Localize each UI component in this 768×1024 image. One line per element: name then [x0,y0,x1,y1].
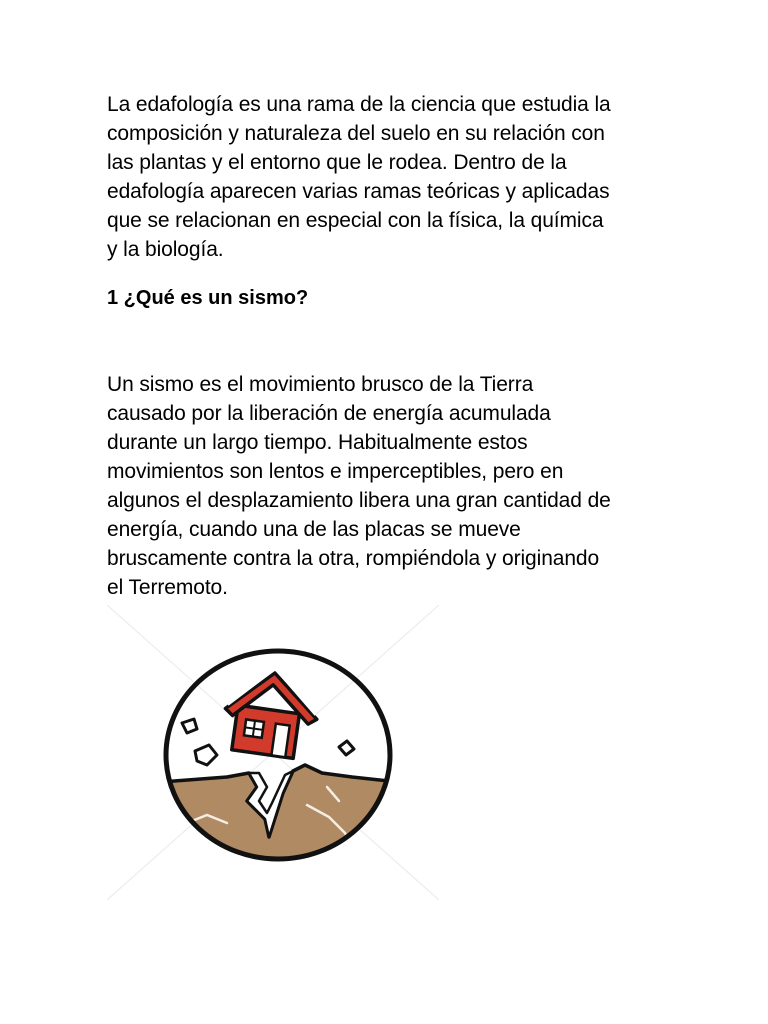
text-line: algunos el desplazamiento libera una gran cantidad de [107,489,611,512]
text-line: las plantas y el entorno que le rodea. Dentro de la [107,151,567,174]
text-line: que se relacionan en especial con la física, la química [107,209,604,232]
intro-paragraph [107,90,667,264]
text-line: composición y naturaleza del suelo en su relación con [107,122,605,145]
ground-shape [147,765,407,885]
text-line: y la biología. [107,238,224,261]
house-shape [220,663,323,761]
text-line: edafología aparecen varias ramas teóricas y aplicadas [107,180,610,203]
text-line: movimientos son lentos e imperceptibles, pero en [107,460,564,483]
answer-paragraph [107,370,667,602]
debris-piece [195,745,217,765]
text-line: Un sismo es el movimiento brusco de la Tierra [107,373,534,396]
text-line: durante un largo tiempo. Habitualmente estos [107,431,528,454]
text-line: causado por la liberación de energía acumulada [107,402,551,425]
debris-piece [182,719,197,733]
text-line: La edafología es una rama de la ciencia que estudia la [107,93,611,116]
debris-piece [339,741,354,755]
earthquake-house-icon [107,605,439,900]
text-line: energía, cuando una de las placas se mueve [107,518,521,541]
question-heading: 1 ¿Qué es un sismo? [107,287,309,309]
text-line: el Terremoto. [107,576,228,599]
text-line: bruscamente contra la otra, rompiéndola y originando [107,547,600,570]
